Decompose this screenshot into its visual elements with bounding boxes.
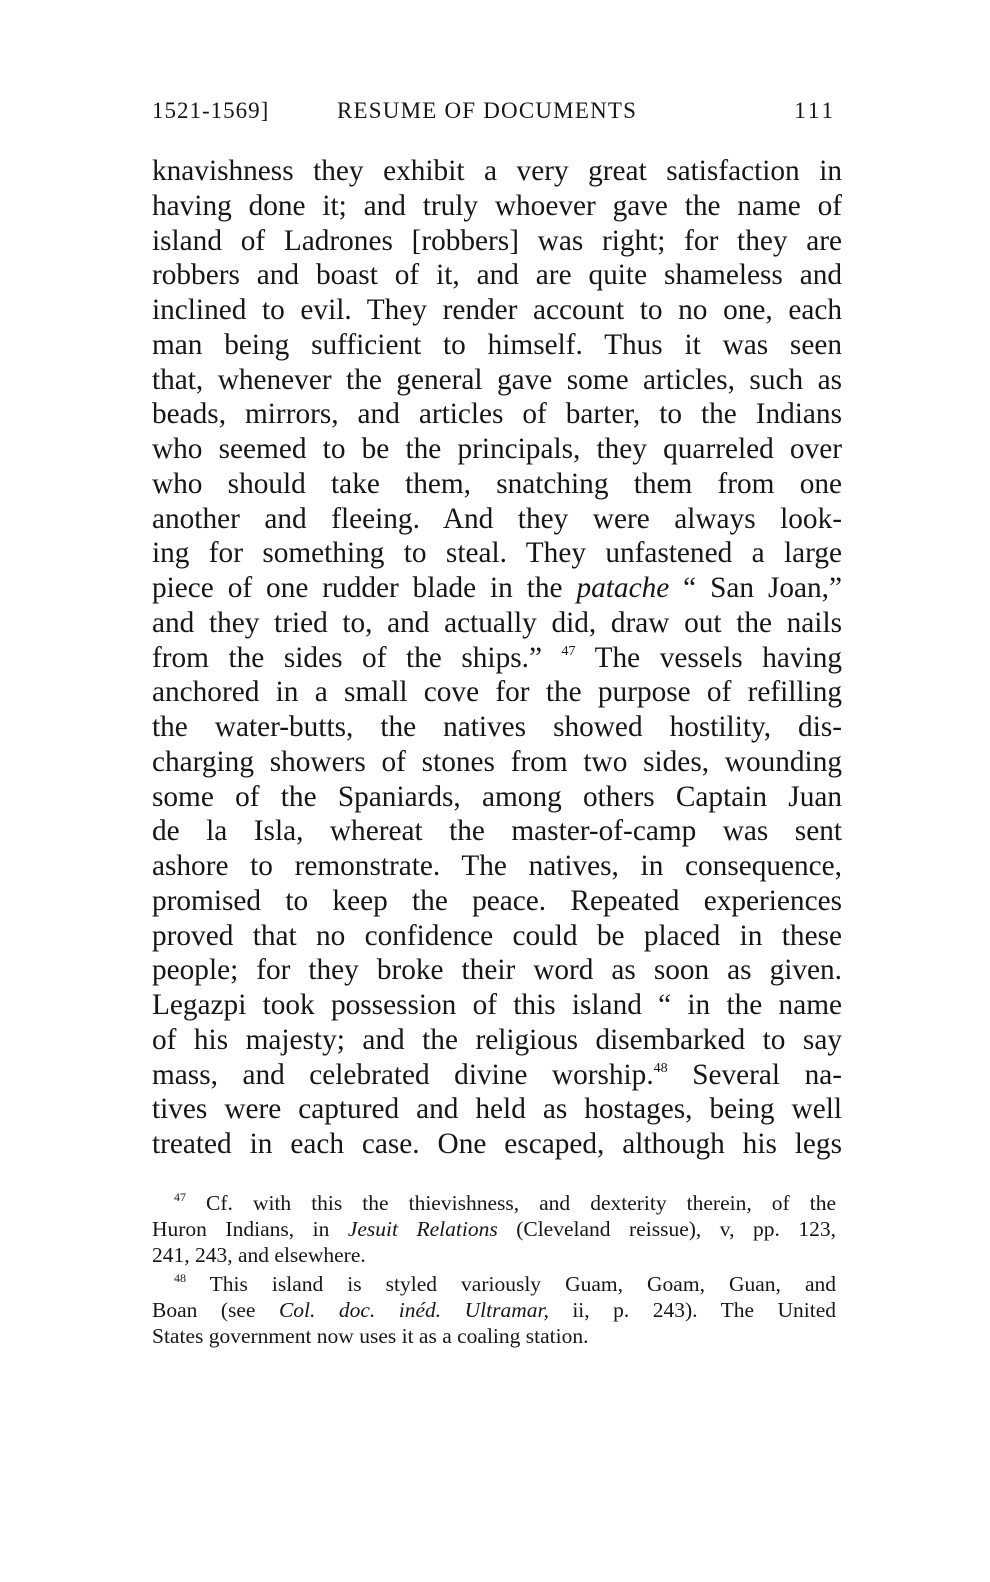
italic-title: Jesuit Relations — [347, 1217, 498, 1241]
text-line: promised to keep the peace. Repeated experiences — [152, 884, 842, 917]
text-line: ashore to remonstrate. The natives, in consequence, — [152, 850, 842, 882]
main-text — [152, 154, 842, 1162]
text-fragment: (Cleveland reissue), v, pp. 123, — [497, 1217, 836, 1241]
text-line: inclined to evil. They render account to no one, each — [152, 294, 842, 326]
running-head-title: RESUME OF DOCUMENTS — [337, 98, 638, 123]
text-line — [152, 571, 842, 606]
text-line: and they tried to, and actually did, draw out the nails — [152, 606, 842, 639]
text-line: treated in each case. One escaped, although his legs — [152, 1128, 842, 1160]
text-line: of his majesty; and the religious disembarked to say — [152, 1023, 842, 1056]
text-line: de la Isla, whereat the master-of-camp was sent — [152, 815, 842, 848]
text-line: who should take them, snatching them from one — [152, 467, 842, 500]
text-line: Legazpi took possession of this island “ in the name — [152, 989, 842, 1021]
footnote-line: 241, 243, and elsewhere. — [152, 1243, 366, 1267]
footnote-line — [152, 1190, 836, 1216]
text-fragment: mass, and celebrated divine worship. — [152, 1058, 654, 1091]
footnote-number: 47 — [174, 1190, 186, 1204]
text-line: some of the Spaniards, among others Captain Juan — [152, 780, 842, 813]
text-line: tives were captured and held as hostages, being well — [152, 1093, 842, 1126]
footnote-line — [152, 1216, 836, 1242]
page-number: 111 — [794, 98, 836, 123]
text-fragment: Boan (see — [152, 1298, 279, 1322]
text-fragment: ii, p. 243). The United — [548, 1298, 836, 1322]
text-line — [152, 641, 842, 676]
text-fragment: Huron Indians, in — [152, 1217, 348, 1241]
text-line: having done it; and truly whoever gave the name of — [152, 189, 842, 222]
text-fragment: piece of one rudder blade in the — [152, 572, 577, 604]
footnote-47 — [152, 1190, 836, 1268]
footnote-ref-47: 47 — [561, 643, 576, 659]
footnote-line — [152, 1271, 836, 1297]
text-line: ing for something to steal. They unfastened a large — [152, 537, 842, 570]
text-line: charging showers of stones from two sides, wounding — [152, 745, 842, 778]
footnote-ref-48: 48 — [653, 1060, 668, 1076]
text-fragment: The vessels having — [575, 641, 842, 674]
text-line: beads, mirrors, and articles of barter, to the Indians — [152, 398, 842, 431]
footnote-line — [152, 1297, 836, 1323]
running-head — [152, 98, 840, 132]
footnotes — [152, 1190, 836, 1352]
text-line: anchored in a small cove for the purpose of refilling — [152, 676, 842, 709]
text-line: who seemed to be the principals, they quarreled over — [152, 433, 842, 465]
text-line: that, whenever the general gave some articles, such as — [152, 363, 842, 396]
running-head-years: 1521-1569] — [152, 98, 270, 123]
text-fragment: Cf. with this the thievishness, and dexterity therein, of the — [186, 1191, 836, 1215]
text-line: island of Ladrones [robbers] was right; for they are — [152, 224, 842, 257]
italic-term: patache — [576, 572, 670, 604]
text-fragment: This island is styled variously Guam, Goam, Guan, and — [186, 1272, 836, 1296]
text-line: proved that no confidence could be placed in these — [152, 919, 842, 952]
footnote-48 — [152, 1271, 836, 1349]
text-line: the water-butts, the natives showed hostility, dis- — [152, 711, 842, 743]
footnote-line: States government now uses it as a coaling station. — [152, 1324, 589, 1348]
text-line: man being sufficient to himself. Thus it was seen — [152, 328, 842, 361]
text-fragment: Several na- — [667, 1058, 842, 1091]
text-line: another and fleeing. And they were always look- — [152, 502, 842, 535]
text-fragment: “ San Joan,” — [669, 572, 842, 604]
italic-title: Col. doc. inéd. Ultramar, — [278, 1298, 549, 1322]
text-line — [152, 1058, 842, 1093]
footnote-number: 48 — [174, 1271, 186, 1285]
text-fragment: from the sides of the ships.” — [152, 641, 562, 674]
text-line: knavishness they exhibit a very great satisfaction in — [152, 155, 842, 187]
text-line: people; for they broke their word as soon as given. — [152, 954, 842, 987]
text-line: robbers and boast of it, and are quite shameless and — [152, 259, 842, 292]
